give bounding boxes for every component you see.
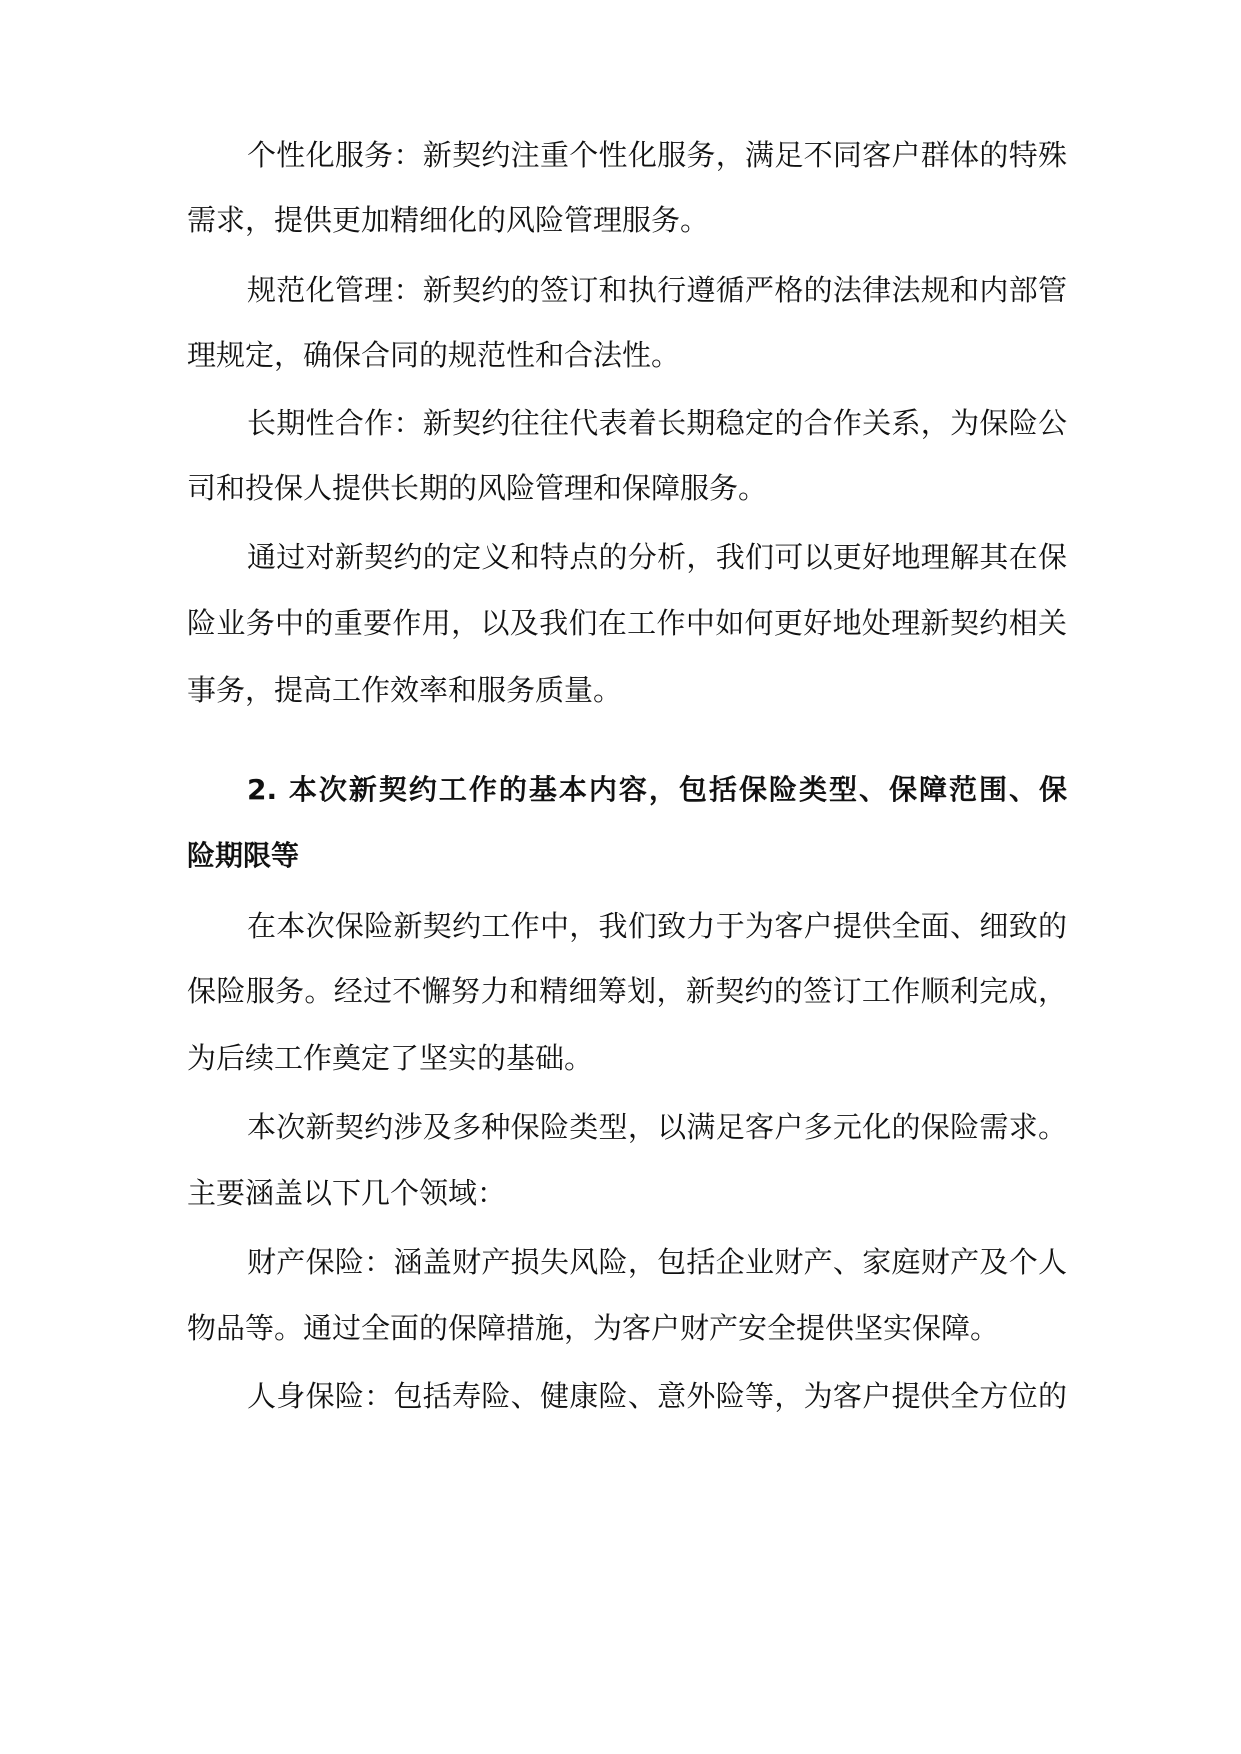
paragraph-line: 在本次保险新契约工作中，我们致力于为客户提供全面、细致的 [247, 909, 1067, 943]
paragraph-line: 人身保险：包括寿险、健康险、意外险等，为客户提供全方位的 [247, 1379, 1067, 1413]
paragraph-line: 个性化服务：新契约注重个性化服务，满足不同客户群体的特殊 [247, 138, 1067, 172]
paragraph-line: 事务，提高工作效率和服务质量。 [187, 673, 623, 707]
paragraph-line: 财产保险：涵盖财产损失风险，包括企业财产、家庭财产及个人 [247, 1245, 1067, 1279]
paragraph-line: 需求，提供更加精细化的风险管理服务。 [187, 203, 710, 237]
paragraph-line: 本次新契约涉及多种保险类型，以满足客户多元化的保险需求。 [247, 1110, 1067, 1144]
paragraph-line: 司和投保人提供长期的风险管理和保障服务。 [187, 471, 768, 505]
paragraph-line: 为后续工作奠定了坚实的基础。 [187, 1041, 594, 1075]
paragraph-line: 通过对新契约的定义和特点的分析，我们可以更好地理解其在保 [247, 540, 1067, 574]
paragraph-line: 险业务中的重要作用，以及我们在工作中如何更好地处理新契约相关 [187, 606, 1067, 640]
paragraph-line: 规范化管理：新契约的签订和执行遵循严格的法律法规和内部管 [247, 273, 1067, 307]
paragraph-line: 物品等。通过全面的保障措施，为客户财产安全提供坚实保障。 [187, 1311, 1000, 1345]
paragraph-line: 保险服务。经过不懈努力和精细筹划，新契约的签订工作顺利完成， [187, 974, 1067, 1008]
paragraph-line: 主要涵盖以下几个领域： [187, 1176, 507, 1210]
paragraph-line: 理规定，确保合同的规范性和合法性。 [187, 338, 681, 372]
section-heading-line: 2. 本次新契约工作的基本内容，包括保险类型、保障范围、保 [247, 773, 1067, 806]
section-heading-line: 险期限等 [187, 839, 300, 872]
paragraph-line: 长期性合作：新契约往往代表着长期稳定的合作关系，为保险公 [247, 406, 1067, 440]
